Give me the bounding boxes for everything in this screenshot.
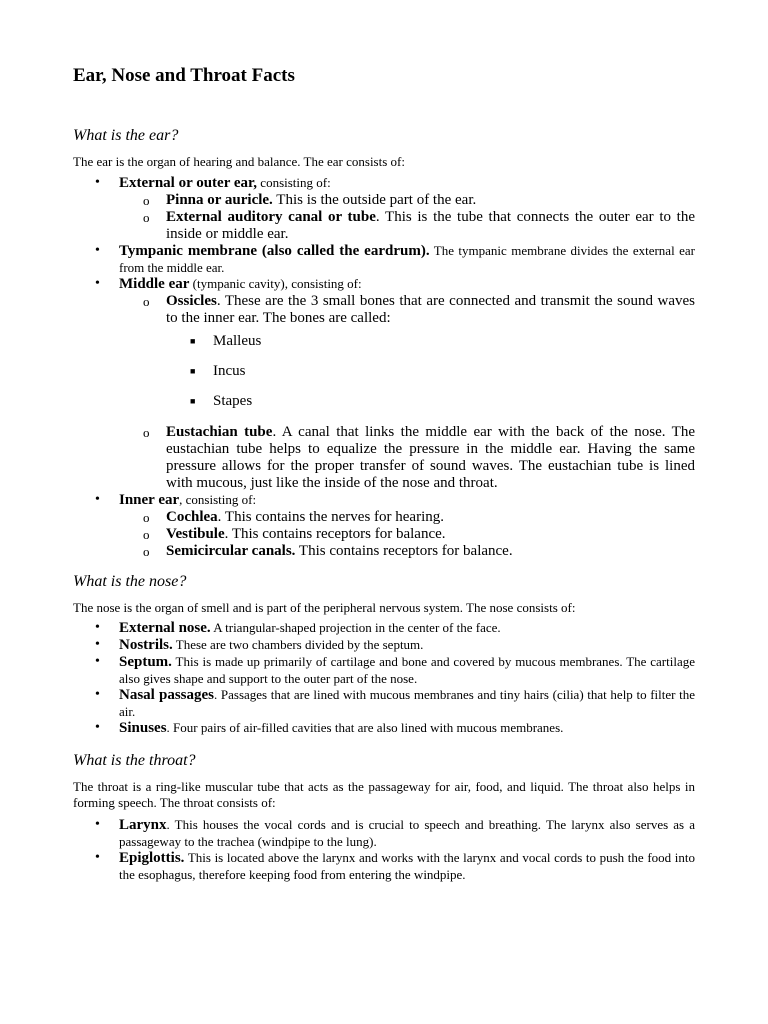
throat-parts-list <box>73 817 695 883</box>
inner-ear-sublist <box>143 509 695 560</box>
list-item: o Cochlea. This contains the nerves for hearing. <box>143 509 444 525</box>
list-item: • Sinuses. Four pairs of air-filled cavities that are also lined with mucous membranes. <box>95 720 564 736</box>
list-item: o Pinna or auricle. This is the outside part of the ear. <box>143 192 477 208</box>
bullet-icon: • <box>95 492 100 507</box>
list-item: • Larynx. This houses the vocal cords and is crucial to speech and breathing. The larynx also serves as a passageway to the trachea (windpipe to the lung). <box>95 817 695 849</box>
list-item: ■ Incus <box>190 363 246 379</box>
circle-bullet-icon: o <box>143 510 150 525</box>
list-item: • Nasal passages. Passages that are lined with mucous membranes and tiny hairs (cilia) that help to filter the air. <box>95 687 695 719</box>
bones-list <box>166 333 695 423</box>
circle-bullet-icon: o <box>143 527 150 542</box>
list-item: • Epiglottis. This is located above the larynx and works with the larynx and vocal cords to push the food into the esophagus, therefore keeping food from entering the windpipe. <box>95 850 695 882</box>
section-heading-ear: What is the ear? <box>73 127 179 144</box>
square-bullet-icon: ■ <box>190 396 196 406</box>
list-item: o Semicircular canals. This contains receptors for balance. <box>143 543 513 559</box>
throat-intro: The throat is a ring-like muscular tube that acts as the passageway for air, food, and liquid. The throat also helps in forming speech. The throat consists of: <box>73 779 695 810</box>
list-item: • Septum. This is made up primarily of cartilage and bone and covered by mucous membranes. The cartilage also gives shape and support to the outer part of the nose. <box>95 654 695 686</box>
list-item: o External auditory canal or tube. This is the tube that connects the outer ear to the inside or middle ear. <box>143 209 695 242</box>
circle-bullet-icon: o <box>143 294 150 309</box>
list-item: • Middle ear (tympanic cavity), consisting of: o Ossicles. These are the 3 small bones that are connected and transmit the sound waves to the inner ear. The bones are called: ■ Malleus ■ Incus ■ Stapes o Eustachian tube. A canal that links the middle ear with the back of the nose. The eustachian tube helps to equalize the pressure in the middle ear. Having the same pressure allows for the proper transfer of sound waves. The eustachian tube is lined with mucous, just like the inside of the nose and throat. <box>95 276 696 491</box>
square-bullet-icon: ■ <box>190 366 196 376</box>
section-heading-throat: What is the throat? <box>73 752 196 769</box>
list-item: • External or outer ear, consisting of: o Pinna or auricle. This is the outside part of the ear. o External auditory canal or tube. This is the tube that connects the outer ear to the inside or middle ear. <box>95 175 695 242</box>
middle-ear-sublist <box>143 293 696 492</box>
circle-bullet-icon: o <box>143 544 150 559</box>
list-item: o Eustachian tube. A canal that links the middle ear with the back of the nose. The eustachian tube helps to equalize the pressure in the middle ear. Having the same pressure allows for the proper transfer of sound waves. The eustachian tube is lined with mucous, just like the inside of the nose and throat. <box>143 424 696 491</box>
outer-ear-sublist <box>143 192 695 243</box>
bullet-icon: • <box>95 817 100 832</box>
list-item: • Inner ear, consisting of: o Cochlea. This contains the nerves for hearing. o Vestibule. This contains receptors for balance. o Semicircular canals. This contains receptors for balance. <box>73 492 695 560</box>
ear-intro: The ear is the organ of hearing and balance. The ear consists of: <box>73 154 405 169</box>
bullet-icon: • <box>95 243 100 258</box>
bullet-icon: • <box>95 687 100 702</box>
square-bullet-icon: ■ <box>190 336 196 346</box>
bullet-icon: • <box>95 276 100 291</box>
list-item: ■ Malleus <box>190 333 262 349</box>
bullet-icon: • <box>95 620 100 635</box>
nose-parts-list <box>73 620 695 737</box>
list-item: o Ossicles. These are the 3 small bones that are connected and transmit the sound waves to the inner ear. The bones are called: ■ Malleus ■ Incus ■ Stapes <box>119 293 695 423</box>
bullet-icon: • <box>95 850 100 865</box>
circle-bullet-icon: o <box>143 425 150 440</box>
nose-intro: The nose is the organ of smell and is part of the peripheral nervous system. The nose consists of: <box>73 600 576 615</box>
ear-parts-list <box>73 175 695 560</box>
bullet-icon: • <box>95 720 100 735</box>
bullet-icon: • <box>95 637 100 652</box>
list-item: • Nostrils. These are two chambers divided by the septum. <box>95 637 424 653</box>
list-item: o Vestibule. This contains receptors for balance. <box>143 526 446 542</box>
bullet-icon: • <box>95 175 100 190</box>
circle-bullet-icon: o <box>143 193 150 208</box>
section-heading-nose: What is the nose? <box>73 573 187 590</box>
list-item: ■ Stapes <box>190 393 253 409</box>
document-title: Ear, Nose and Throat Facts <box>73 65 295 86</box>
list-item: • Tympanic membrane (also called the eardrum). The tympanic membrane divides the external ear from the middle ear. <box>95 243 695 275</box>
document-page <box>73 64 695 883</box>
circle-bullet-icon: o <box>143 210 150 225</box>
bullet-icon: • <box>95 654 100 669</box>
list-item: • External nose. A triangular-shaped projection in the center of the face. <box>95 620 501 636</box>
